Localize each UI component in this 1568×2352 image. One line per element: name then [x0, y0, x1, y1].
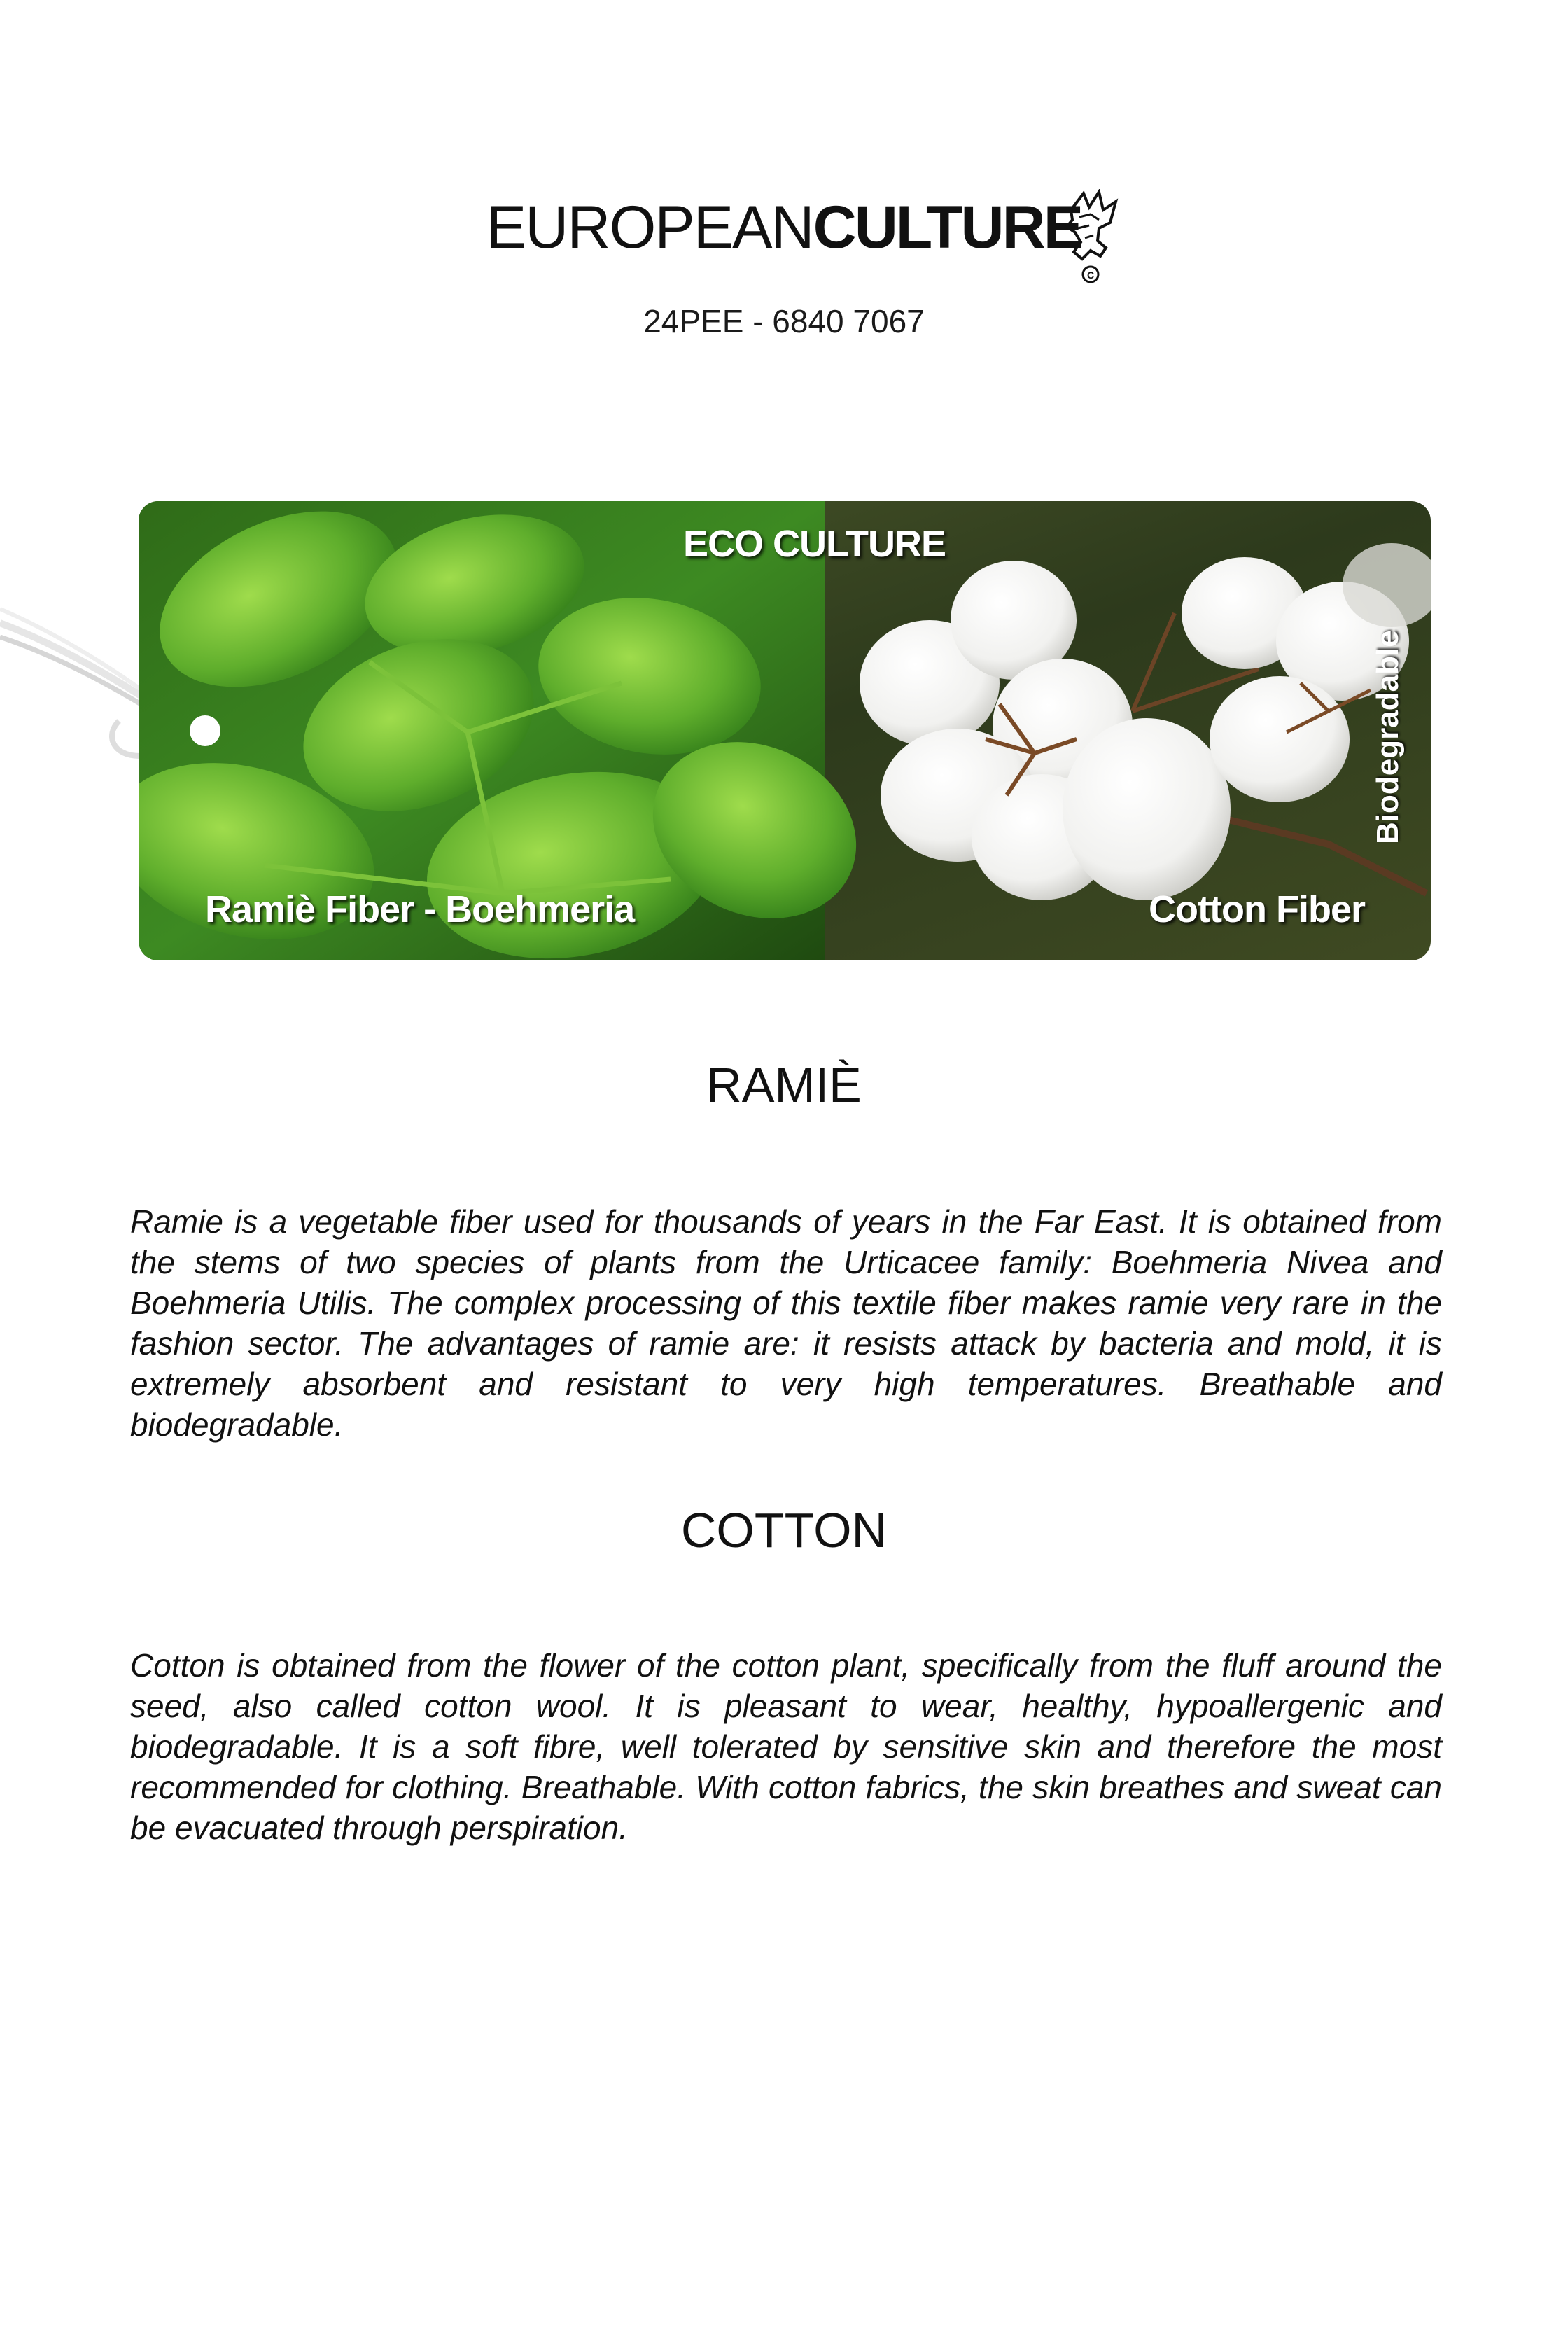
tag-ramie-label: Ramiè Fiber - Boehmeria — [205, 888, 635, 930]
eco-culture-hangtag — [139, 501, 1431, 960]
product-code: 24PEE - 6840 7067 — [643, 303, 925, 340]
tag-biodegradable-label: Biodegradable — [1371, 630, 1405, 844]
svg-text:C: C — [1086, 270, 1095, 281]
brand-wordmark — [0, 194, 1568, 261]
ramie-description: Ramie is a vegetable fiber used for thousands of years in the Far East. It is obtained from the stems of two species of plants from the Urticacee family: Boehmeria Nivea and Boehmeria Utilis. The complex processing of this textile fiber makes ramie very rare in the fashion sector. The advantages of ramie are: it resists attack by bacteria and mold, it is extremely absorbent and resistant to very high temperatures. Breathable and biodegradable. — [130, 1203, 1442, 1443]
tag-cotton-label: Cotton Fiber — [1149, 888, 1365, 930]
ramie-heading: RAMIÈ — [706, 1058, 862, 1112]
cotton-heading: COTTON — [680, 1503, 888, 1558]
tag-title: ECO CULTURE — [683, 523, 946, 565]
brand-wordmark-bold: CULTURE — [813, 194, 1082, 261]
brand-wordmark-light: EUROPEAN — [486, 194, 813, 261]
griffin-crest-icon — [1057, 189, 1124, 287]
cotton-description: Cotton is obtained from the flower of the cotton plant, specifically from the fluff around the seed, also called cotton wool. It is pleasant to wear, healthy, hypoallergenic and biodegradable. It is a soft fibre, well tolerated by sensitive skin and therefore the most recommended for clothing. Breathable. With cotton fabrics, the skin breathes and sweat can be evacuated through perspiration. — [130, 1647, 1442, 1846]
